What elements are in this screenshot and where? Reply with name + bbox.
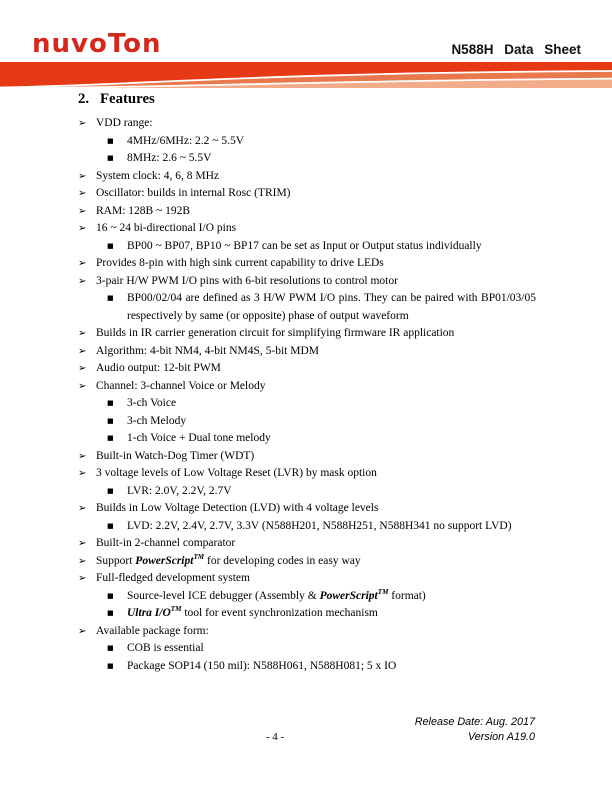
arrow-bullet-icon: ➢ bbox=[78, 450, 87, 462]
feature-text: Source-level ICE debugger (Assembly & PowerScript™ format) bbox=[127, 587, 426, 602]
feature-item bbox=[78, 413, 536, 431]
arrow-bullet-icon: ➢ bbox=[78, 363, 87, 374]
feature-text: 8MHz: 2.6 ~ 5.5V bbox=[127, 152, 212, 164]
square-bullet-icon: ■ bbox=[107, 609, 114, 617]
section-title: Features bbox=[100, 91, 155, 107]
square-bullet-icon: ■ bbox=[107, 521, 114, 530]
feature-text: LVD: 2.2V, 2.4V, 2.7V, 3.3V (N588H201, N588H251, N588H341 no support LVD) bbox=[127, 519, 512, 532]
arrow-bullet-icon: ➢ bbox=[78, 555, 87, 567]
feature-text: RAM: 128B ~ 192B bbox=[96, 204, 191, 217]
features-section bbox=[78, 90, 536, 675]
nuvoton-logo: nuvoTon bbox=[32, 29, 162, 59]
feature-text: Provides 8-pin with high sink current capability to drive LEDs bbox=[96, 257, 384, 269]
feature-item bbox=[78, 430, 536, 448]
feature-text: Built-in Watch-Dog Timer (WDT) bbox=[96, 449, 255, 462]
square-bullet-icon: ■ bbox=[107, 399, 114, 407]
feature-item bbox=[78, 325, 536, 343]
arrow-bullet-icon: ➢ bbox=[78, 258, 87, 269]
feature-item bbox=[78, 553, 536, 571]
feature-item bbox=[78, 255, 536, 273]
feature-item bbox=[78, 658, 536, 676]
feature-text: Channel: 3-channel Voice or Melody bbox=[96, 379, 266, 392]
feature-text: Full-fledged development system bbox=[96, 572, 250, 584]
page-number: - 4 - bbox=[265, 731, 285, 743]
feature-text: 3-ch Voice bbox=[127, 397, 177, 409]
arrow-bullet-icon: ➢ bbox=[78, 625, 87, 637]
version: Version A19.0 bbox=[467, 730, 535, 743]
arrow-bullet-icon: ➢ bbox=[78, 205, 87, 217]
feature-text: Algorithm: 4-bit NM4, 4-bit NM4S, 5-bit MDM bbox=[96, 344, 319, 357]
doc-title: N588H Data Sheet bbox=[451, 42, 581, 57]
feature-item bbox=[78, 570, 536, 588]
feature-text: Builds in IR carrier generation circuit for simplifying firmware IR application bbox=[96, 327, 455, 339]
square-bullet-icon: ■ bbox=[107, 434, 114, 442]
feature-text: 16 ~ 24 bi-directional I/O pins bbox=[96, 222, 237, 234]
square-bullet-icon: ■ bbox=[107, 241, 114, 250]
feature-item bbox=[78, 465, 536, 483]
feature-text: 3-ch Melody bbox=[127, 414, 187, 427]
feature-item bbox=[78, 500, 536, 518]
feature-item bbox=[78, 588, 536, 606]
arrow-bullet-icon: ➢ bbox=[78, 118, 87, 129]
feature-item bbox=[78, 343, 536, 361]
arrow-bullet-icon: ➢ bbox=[78, 380, 87, 392]
arrow-bullet-icon: ➢ bbox=[78, 345, 87, 357]
feature-text: BP00 ~ BP07, BP10 ~ BP17 can be set as Input or Output status individually bbox=[127, 239, 482, 252]
feature-text: 4MHz/6MHz: 2.2 ~ 5.5V bbox=[127, 134, 245, 147]
square-bullet-icon: ■ bbox=[107, 591, 114, 600]
feature-text: 3-pair H/W PWM I/O pins with 6-bit resolutions to control motor bbox=[96, 274, 398, 287]
feature-item bbox=[78, 483, 536, 501]
feature-text: System clock: 4, 6, 8 MHz bbox=[96, 169, 219, 182]
header-swoosh-bar bbox=[0, 62, 612, 88]
square-bullet-icon: ■ bbox=[107, 644, 114, 652]
arrow-bullet-icon: ➢ bbox=[78, 503, 87, 514]
square-bullet-icon: ■ bbox=[107, 136, 114, 145]
feature-text: COB is essential bbox=[127, 642, 204, 654]
feature-item bbox=[78, 273, 536, 291]
arrow-bullet-icon: ➢ bbox=[78, 170, 87, 182]
feature-item bbox=[78, 518, 536, 536]
square-bullet-icon: ■ bbox=[107, 294, 114, 302]
feature-item bbox=[78, 220, 536, 238]
square-bullet-icon: ■ bbox=[107, 486, 114, 495]
feature-item bbox=[78, 605, 536, 623]
feature-item bbox=[78, 360, 536, 378]
feature-text: Package SOP14 (150 mil): N588H061, N588H081; 5 x IO bbox=[127, 659, 397, 672]
feature-text: 3 voltage levels of Low Voltage Reset (LVR) by mask option bbox=[96, 467, 377, 479]
feature-item bbox=[78, 640, 536, 658]
feature-text: BP00/02/04 are defined as 3 H/W PWM I/O pins. They can be paired with BP01/03/05 respectively by same (or opposite) phase of output waveform bbox=[127, 292, 536, 322]
feature-item bbox=[78, 395, 536, 413]
feature-text: Oscillator: builds in internal Rosc (TRIM) bbox=[96, 187, 291, 199]
feature-item bbox=[78, 238, 536, 256]
feature-text: Ultra I/O™ tool for event synchronization mechanism bbox=[127, 605, 378, 619]
feature-item bbox=[78, 378, 536, 396]
feature-item bbox=[78, 448, 536, 466]
feature-item bbox=[78, 290, 536, 325]
feature-text: 1-ch Voice + Dual tone melody bbox=[127, 432, 271, 444]
square-bullet-icon: ■ bbox=[107, 416, 114, 425]
arrow-bullet-icon: ➢ bbox=[78, 573, 87, 584]
feature-text: Audio output: 12-bit PWM bbox=[96, 362, 221, 374]
arrow-bullet-icon: ➢ bbox=[78, 328, 87, 339]
feature-item bbox=[78, 133, 536, 151]
arrow-bullet-icon: ➢ bbox=[78, 188, 87, 199]
release-info bbox=[415, 715, 535, 745]
feature-text: Available package form: bbox=[96, 624, 209, 637]
feature-item bbox=[78, 185, 536, 203]
feature-text: Builds in Low Voltage Detection (LVD) with 4 voltage levels bbox=[96, 502, 379, 514]
feature-item bbox=[78, 623, 536, 641]
feature-text: Built-in 2-channel comparator bbox=[96, 537, 236, 549]
section-heading bbox=[78, 90, 536, 108]
feature-text: VDD range: bbox=[96, 117, 153, 129]
feature-item bbox=[78, 203, 536, 221]
feature-text: Support PowerScript™ for developing codes in easy way bbox=[96, 552, 361, 567]
section-number: 2. bbox=[78, 91, 90, 107]
arrow-bullet-icon: ➢ bbox=[78, 223, 87, 234]
square-bullet-icon: ■ bbox=[107, 154, 114, 162]
square-bullet-icon: ■ bbox=[107, 661, 114, 670]
feature-item bbox=[78, 115, 536, 133]
swoosh-graphic bbox=[0, 62, 612, 88]
arrow-bullet-icon: ➢ bbox=[78, 538, 87, 549]
feature-list bbox=[78, 115, 536, 675]
arrow-bullet-icon: ➢ bbox=[78, 275, 87, 287]
arrow-bullet-icon: ➢ bbox=[78, 468, 87, 479]
feature-item bbox=[78, 168, 536, 186]
release-date: Release Date: Aug. 2017 bbox=[414, 716, 535, 728]
feature-item bbox=[78, 150, 536, 168]
feature-text: LVR: 2.0V, 2.2V, 2.7V bbox=[127, 484, 232, 497]
feature-item bbox=[78, 535, 536, 553]
